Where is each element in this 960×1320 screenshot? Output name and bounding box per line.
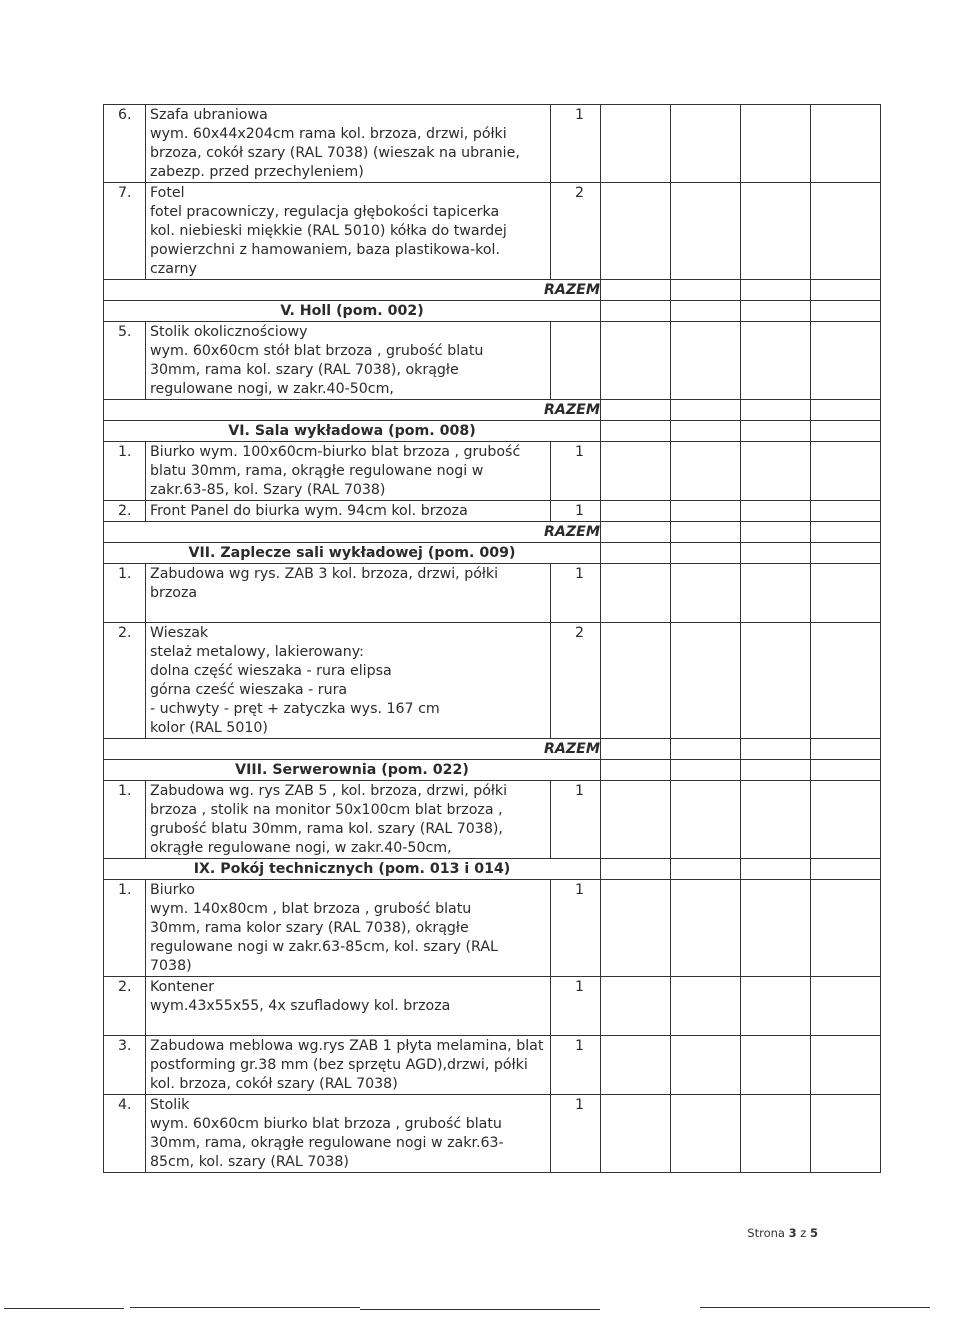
- quantity-value: 2: [574, 185, 585, 201]
- item-quantity: [551, 183, 601, 280]
- description-line: fotel pracowniczy, regulacja głębokości tapicerka: [150, 204, 500, 220]
- description-line: czarny: [150, 261, 197, 277]
- description-line: Stolik: [150, 1097, 190, 1113]
- description-line: powierzchni z hamowaniem, baza plastikowa-kol.: [150, 242, 500, 258]
- empty-cell: [741, 880, 811, 977]
- item-description: [146, 105, 551, 183]
- empty-cell: [741, 442, 811, 501]
- item-number: 1.: [104, 781, 146, 859]
- section-title-row: [104, 421, 881, 442]
- quantity-value: 1: [574, 882, 585, 898]
- empty-cell: [811, 301, 881, 322]
- empty-cell: [601, 859, 671, 880]
- empty-cell: [811, 859, 881, 880]
- item-quantity: [551, 977, 601, 1036]
- razem-label: RAZEM: [104, 522, 601, 543]
- item-number: 6.: [104, 105, 146, 183]
- description-line: [150, 1016, 546, 1035]
- empty-cell: [671, 421, 741, 442]
- item-number: 2.: [104, 977, 146, 1036]
- empty-cell: [601, 421, 671, 442]
- description-line: wym. 60x60cm biurko blat brzoza , grubość blatu: [150, 1116, 502, 1132]
- section-title: VIII. Serwerownia (pom. 022): [104, 760, 601, 781]
- empty-cell: [741, 977, 811, 1036]
- item-number: 3.: [104, 1036, 146, 1095]
- empty-cell: [671, 105, 741, 183]
- empty-cell: [671, 1095, 741, 1173]
- empty-cell: [601, 880, 671, 977]
- section-title-row: [104, 543, 881, 564]
- quantity-value: 2: [574, 625, 585, 641]
- description-line: dolna część wieszaka - rura elipsa: [150, 663, 392, 679]
- item-quantity: [551, 501, 601, 522]
- empty-cell: [671, 322, 741, 400]
- table-row: [104, 1036, 881, 1095]
- description-line: Kontener: [150, 979, 215, 995]
- item-number: 1.: [104, 442, 146, 501]
- description-line: [150, 603, 546, 622]
- empty-cell: [671, 1036, 741, 1095]
- empty-cell: [601, 522, 671, 543]
- empty-cell: [811, 739, 881, 760]
- section-title: VI. Sala wykładowa (pom. 008): [104, 421, 601, 442]
- empty-cell: [671, 977, 741, 1036]
- empty-cell: [671, 280, 741, 301]
- description-line: Front Panel do biurka wym. 94cm kol. brzoza: [150, 503, 468, 519]
- empty-cell: [601, 501, 671, 522]
- empty-cell: [741, 322, 811, 400]
- item-description: [146, 1036, 551, 1095]
- footer-page: 3: [788, 1226, 797, 1240]
- table-row: [104, 781, 881, 859]
- item-number: 4.: [104, 1095, 146, 1173]
- empty-cell: [811, 760, 881, 781]
- empty-cell: [601, 280, 671, 301]
- description-line: regulowane nogi w zakr.63-85cm, kol. szary (RAL: [150, 939, 498, 955]
- empty-cell: [741, 564, 811, 623]
- description-line: regulowane nogi, w zakr.40-50cm,: [150, 381, 394, 397]
- quantity-value: 1: [574, 503, 585, 519]
- table-row: [104, 105, 881, 183]
- description-line: kol. brzoza, cokół szary (RAL 7038): [150, 1076, 398, 1092]
- item-description: [146, 183, 551, 280]
- description-line: zakr.63-85, kol. Szary (RAL 7038): [150, 482, 386, 498]
- empty-cell: [671, 501, 741, 522]
- empty-cell: [671, 543, 741, 564]
- furniture-spec-table: [103, 104, 881, 1173]
- section-title-row: [104, 859, 881, 880]
- description-line: blatu 30mm, rama, okrągłe regulowane nogi w: [150, 463, 484, 479]
- quantity-value: 1: [574, 1097, 585, 1113]
- empty-cell: [601, 623, 671, 739]
- table-row: [104, 564, 881, 623]
- description-line: wym. 60x44x204cm rama kol. brzoza, drzwi, półki: [150, 126, 507, 142]
- description-line: zabezp. przed przechyleniem): [150, 164, 364, 180]
- empty-cell: [601, 322, 671, 400]
- item-number: 1.: [104, 564, 146, 623]
- empty-cell: [811, 442, 881, 501]
- item-quantity: [551, 442, 601, 501]
- quantity-value: 1: [574, 783, 585, 799]
- item-quantity: [551, 623, 601, 739]
- description-line: Fotel: [150, 185, 185, 201]
- empty-cell: [671, 442, 741, 501]
- scan-edge-line: [0, 1307, 960, 1310]
- description-line: Biurko: [150, 882, 195, 898]
- empty-cell: [601, 400, 671, 421]
- item-number: 2.: [104, 501, 146, 522]
- razem-label-row: [104, 400, 881, 421]
- empty-cell: [601, 301, 671, 322]
- table-row: [104, 183, 881, 280]
- footer-sep: z: [800, 1226, 807, 1240]
- empty-cell: [741, 105, 811, 183]
- description-line: kol. niebieski miękkie (RAL 5010) kółka do twardej: [150, 223, 507, 239]
- section-title-row: [104, 301, 881, 322]
- empty-cell: [741, 280, 811, 301]
- razem-label-row: [104, 739, 881, 760]
- description-line: Szafa ubraniowa: [150, 107, 268, 123]
- item-number: 7.: [104, 183, 146, 280]
- section-title: V. Holl (pom. 002): [104, 301, 601, 322]
- table-row: [104, 501, 881, 522]
- empty-cell: [811, 522, 881, 543]
- razem-label: RAZEM: [104, 280, 601, 301]
- item-number: 1.: [104, 880, 146, 977]
- description-line: 30mm, rama kolor szary (RAL 7038), okrągłe: [150, 920, 469, 936]
- item-description: [146, 442, 551, 501]
- table-row: [104, 623, 881, 739]
- description-line: stelaż metalowy, lakierowany:: [150, 644, 364, 660]
- empty-cell: [811, 280, 881, 301]
- empty-cell: [741, 859, 811, 880]
- item-quantity: [551, 564, 601, 623]
- item-quantity: [551, 880, 601, 977]
- item-quantity: [551, 781, 601, 859]
- description-line: - uchwyty - pręt + zatyczka wys. 167 cm: [150, 701, 440, 717]
- empty-cell: [741, 1095, 811, 1173]
- item-quantity: [551, 1036, 601, 1095]
- description-line: Stolik okolicznościowy: [150, 324, 308, 340]
- empty-cell: [671, 880, 741, 977]
- empty-cell: [811, 1036, 881, 1095]
- section-title: VII. Zaplecze sali wykładowej (pom. 009): [104, 543, 601, 564]
- empty-cell: [601, 183, 671, 280]
- empty-cell: [741, 400, 811, 421]
- quantity-value: 1: [574, 444, 585, 460]
- quantity-value: 1: [574, 107, 585, 123]
- empty-cell: [741, 543, 811, 564]
- empty-cell: [741, 1036, 811, 1095]
- empty-cell: [601, 977, 671, 1036]
- description-line: wym.43x55x55, 4x szufladowy kol. brzoza: [150, 998, 451, 1014]
- empty-cell: [671, 301, 741, 322]
- table-row: [104, 1095, 881, 1173]
- table-row: [104, 322, 881, 400]
- empty-cell: [811, 564, 881, 623]
- empty-cell: [811, 781, 881, 859]
- empty-cell: [741, 421, 811, 442]
- empty-cell: [741, 301, 811, 322]
- table-row: [104, 442, 881, 501]
- item-quantity: [551, 105, 601, 183]
- page-number: [747, 1226, 818, 1240]
- item-quantity: [551, 1095, 601, 1173]
- item-description: [146, 623, 551, 739]
- item-description: [146, 880, 551, 977]
- empty-cell: [811, 880, 881, 977]
- razem-label-row: [104, 280, 881, 301]
- item-number: 5.: [104, 322, 146, 400]
- empty-cell: [811, 105, 881, 183]
- description-line: Zabudowa wg. rys ZAB 5 , kol. brzoza, drzwi, półki: [150, 783, 508, 799]
- description-line: górna cześć wieszaka - rura: [150, 682, 348, 698]
- empty-cell: [811, 623, 881, 739]
- item-description: [146, 977, 551, 1036]
- empty-cell: [671, 739, 741, 760]
- empty-cell: [741, 522, 811, 543]
- empty-cell: [811, 183, 881, 280]
- razem-label: RAZEM: [104, 739, 601, 760]
- quantity-value: 1: [574, 979, 585, 995]
- empty-cell: [601, 739, 671, 760]
- razem-label: RAZEM: [104, 400, 601, 421]
- item-number: 2.: [104, 623, 146, 739]
- empty-cell: [601, 442, 671, 501]
- description-line: brzoza , stolik na monitor 50x100cm blat brzoza ,: [150, 802, 503, 818]
- empty-cell: [811, 400, 881, 421]
- description-line: grubość blatu 30mm, rama kol. szary (RAL 7038),: [150, 821, 503, 837]
- item-description: [146, 1095, 551, 1173]
- empty-cell: [811, 543, 881, 564]
- description-line: Wieszak: [150, 625, 209, 641]
- item-description: [146, 564, 551, 623]
- empty-cell: [671, 760, 741, 781]
- table-row: [104, 977, 881, 1036]
- description-line: kolor (RAL 5010): [150, 720, 268, 736]
- empty-cell: [601, 105, 671, 183]
- item-quantity: [551, 322, 601, 400]
- description-line: brzoza, cokół szary (RAL 7038) (wieszak na ubranie,: [150, 145, 520, 161]
- empty-cell: [601, 760, 671, 781]
- section-title: IX. Pokój technicznych (pom. 013 i 014): [104, 859, 601, 880]
- empty-cell: [671, 781, 741, 859]
- empty-cell: [601, 543, 671, 564]
- empty-cell: [601, 564, 671, 623]
- empty-cell: [811, 977, 881, 1036]
- razem-label-row: [104, 522, 881, 543]
- footer-total: 5: [809, 1226, 818, 1240]
- empty-cell: [601, 1036, 671, 1095]
- description-line: wym. 60x60cm stół blat brzoza , grubość blatu: [150, 343, 484, 359]
- section-title-row: [104, 760, 881, 781]
- empty-cell: [671, 623, 741, 739]
- empty-cell: [741, 183, 811, 280]
- empty-cell: [601, 1095, 671, 1173]
- description-line: postforming gr.38 mm (bez sprzętu AGD),drzwi, półki: [150, 1057, 528, 1073]
- description-line: Zabudowa meblowa wg.rys ZAB 1 płyta melamina, blat: [150, 1038, 544, 1054]
- description-line: okrągłe regulowane nogi, w zakr.40-50cm,: [150, 840, 452, 856]
- empty-cell: [811, 501, 881, 522]
- empty-cell: [741, 623, 811, 739]
- description-line: 30mm, rama, okrągłe regulowane nogi w zakr.63-: [150, 1135, 504, 1151]
- description-line: Zabudowa wg rys. ZAB 3 kol. brzoza, drzwi, półki: [150, 566, 499, 582]
- footer-prefix: Strona: [747, 1226, 785, 1240]
- description-line: 7038): [150, 958, 192, 974]
- item-description: [146, 501, 551, 522]
- description-line: 30mm, rama kol. szary (RAL 7038), okrągłe: [150, 362, 459, 378]
- empty-cell: [601, 781, 671, 859]
- quantity-value: 1: [574, 1038, 585, 1054]
- empty-cell: [671, 522, 741, 543]
- description-line: Biurko wym. 100x60cm-biurko blat brzoza , grubość: [150, 444, 521, 460]
- item-description: [146, 781, 551, 859]
- description-line: brzoza: [150, 585, 198, 601]
- empty-cell: [671, 859, 741, 880]
- item-description: [146, 322, 551, 400]
- empty-cell: [741, 739, 811, 760]
- empty-cell: [811, 1095, 881, 1173]
- empty-cell: [671, 400, 741, 421]
- empty-cell: [671, 564, 741, 623]
- empty-cell: [741, 781, 811, 859]
- quantity-value: 1: [574, 566, 585, 582]
- table-row: [104, 880, 881, 977]
- empty-cell: [741, 760, 811, 781]
- description-line: 85cm, kol. szary (RAL 7038): [150, 1154, 349, 1170]
- empty-cell: [811, 421, 881, 442]
- description-line: wym. 140x80cm , blat brzoza , grubość blatu: [150, 901, 472, 917]
- empty-cell: [811, 322, 881, 400]
- empty-cell: [741, 501, 811, 522]
- empty-cell: [671, 183, 741, 280]
